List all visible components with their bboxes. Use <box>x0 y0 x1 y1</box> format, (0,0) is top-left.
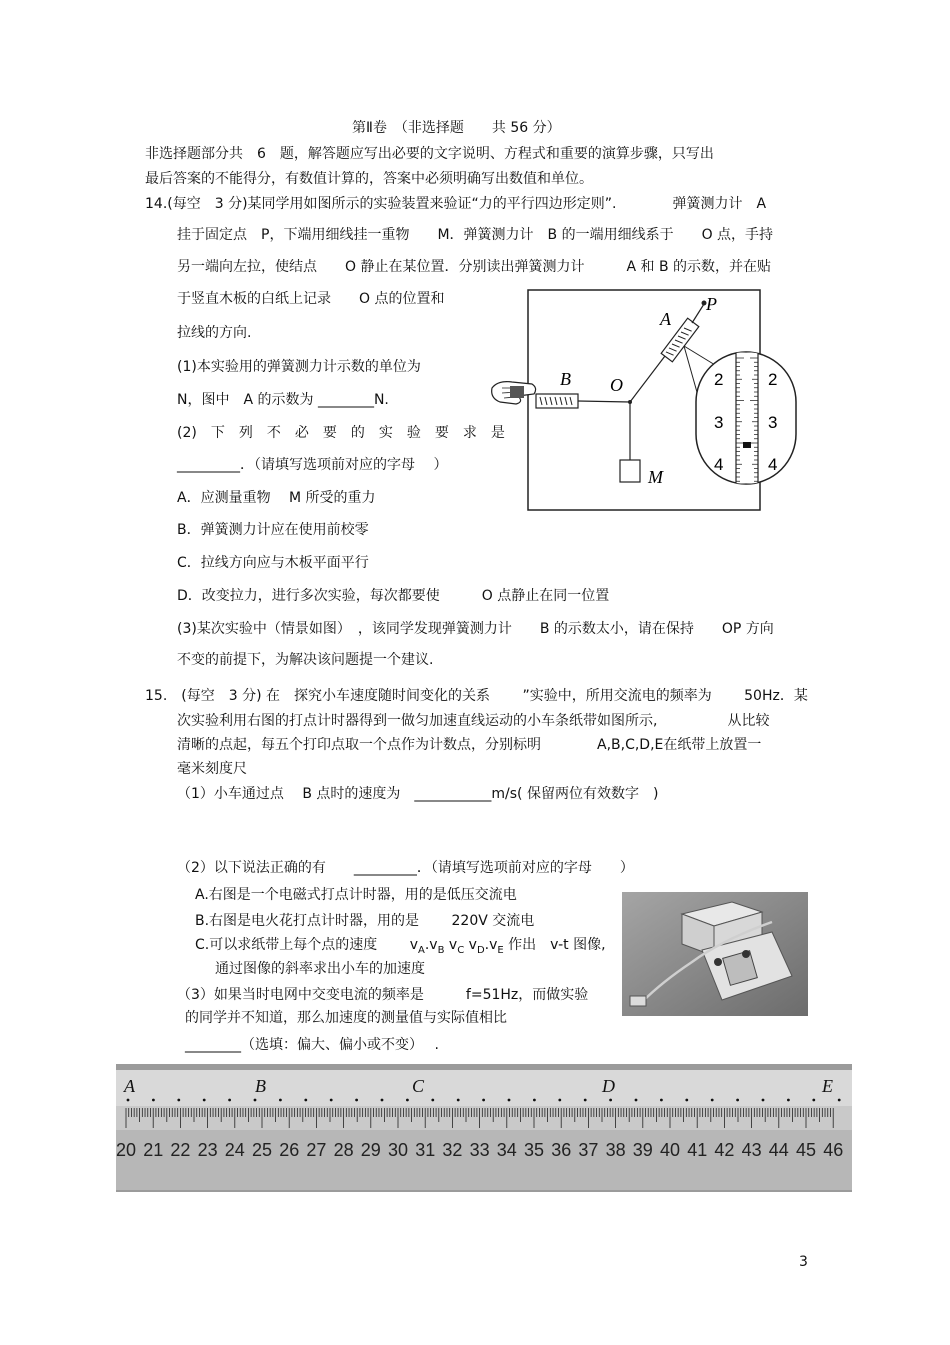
ruler-number: 41 <box>687 1140 708 1160</box>
q14-p3-line-2: 不变的前提下，为解决该问题提一个建议. <box>177 652 434 668</box>
intro-line-2: 最后答案的不能得分，有数值计算的，答案中必须明确写出数值和单位。 <box>145 171 593 187</box>
q14-p2-line-2: _________．（请填写选项前对应的字母 ） <box>177 457 448 473</box>
q14-line-5: 拉线的方向. <box>177 325 252 341</box>
tape-dot <box>152 1099 155 1102</box>
q15-option-c-line-2: 通过图像的斜率求出小车的加速度 <box>215 961 425 977</box>
tape-dot <box>685 1099 688 1102</box>
tape-dot <box>508 1099 511 1102</box>
q15-option-c: C.可以求纸带上每个点的速度 $v_A.v_B$ $v_C$ $v_D.v_E$ 作出 v-t 图像, <box>195 937 606 956</box>
tape-dot <box>635 1099 638 1102</box>
q15-p3-line-2: 的同学并不知道，那么加速度的测量值与实际值相比 <box>185 1010 507 1026</box>
ruler-number: 43 <box>741 1140 762 1160</box>
scale-left-3: 3 <box>714 413 724 432</box>
tape-dot <box>533 1099 536 1102</box>
q15-p3-line-3: ________（选填：偏大、偏小或不变） . <box>185 1037 439 1053</box>
tape-dot <box>431 1099 434 1102</box>
label-m: M <box>648 467 663 487</box>
q14-p2-line-1: (2) 下 列 不 必 要 的 实 验 要 求 是 <box>177 425 505 441</box>
q15-line-2: 次实验利用右图的打点计时器得到一做匀加速直线运动的小车条纸带如图所示, 从比较 <box>177 713 770 729</box>
q15-line-3: 清晰的点起，每五个打印点取一个点作为计数点，分别标明 A,B,C,D,E在纸带上放置一 <box>177 737 762 753</box>
q14-p1-line-1: (1)本实验用的弹簧测力计示数的单位为 <box>177 359 421 375</box>
ruler-number: 23 <box>197 1140 218 1160</box>
tape-dot <box>736 1099 739 1102</box>
tape-dot <box>279 1099 282 1102</box>
tape-point-label: A <box>124 1076 135 1096</box>
tape-point-label: D <box>602 1076 615 1096</box>
tape-dot <box>381 1099 384 1102</box>
page-number: 3 <box>799 1254 808 1270</box>
q14-option-a: A．应测量重物 M 所受的重力 <box>177 490 376 506</box>
q14-p3-line-1: (3)某次实验中（情景如图） ，该同学发现弹簧测力计 B 的示数太小，请在保持 OP 方向 <box>177 621 774 637</box>
ruler-number: 45 <box>796 1140 817 1160</box>
label-p: P <box>706 294 717 314</box>
intro-line-1: 非选择题部分共 6 题，解答题应写出必要的文字说明、方程式和重要的演算步骤，只写出 <box>145 146 714 162</box>
tape-dot <box>609 1099 612 1102</box>
section-title: 第Ⅱ卷 （非选择题 共 56 分） <box>352 120 561 136</box>
scale-left-4: 4 <box>714 455 724 474</box>
q14-line-1: 14.(每空 3 分)某同学用如图所示的实验装置来验证“力的平行四边形定则”. 弹簧测力计 A <box>145 196 767 212</box>
q14-line-4: 于竖直木板的白纸上记录 O 点的位置和 <box>177 291 445 307</box>
label-a: A <box>660 309 671 329</box>
ruler-number: 44 <box>768 1140 789 1160</box>
q14-option-b: B．弹簧测力计应在使用前校零 <box>177 522 369 538</box>
q15-line-1: 15. (每空 3 分) 在 探究小车速度随时间变化的关系 ”实验中，所用交流电的频率为 50Hz．某 <box>145 688 808 704</box>
scale-right-2: 2 <box>768 370 778 389</box>
ruler-number: 22 <box>170 1140 191 1160</box>
spark-timer-photo <box>622 892 808 1016</box>
q15-p3-line-1: （3）如果当时电网中交变电流的频率是 f=51Hz，而做实验 <box>177 987 589 1003</box>
tape-dot <box>558 1099 561 1102</box>
tape-dot <box>355 1099 358 1102</box>
tape-point-label: B <box>255 1076 266 1096</box>
q14-line-2: 挂于固定点 P，下端用细线挂一重物 M．弹簧测力计 B 的一端用细线系于 O 点，手持 <box>177 227 774 243</box>
tape-dot <box>660 1099 663 1102</box>
weight-m <box>620 460 640 482</box>
tape-dot <box>812 1099 815 1102</box>
tape-dot <box>787 1099 790 1102</box>
ruler-number: 29 <box>360 1140 381 1160</box>
ruler-number: 33 <box>469 1140 490 1160</box>
q14-option-d: D．改变拉力，进行多次实验，每次都要使 O 点静止在同一位置 <box>177 588 610 604</box>
q14-option-c: C．拉线方向应与木板平面平行 <box>177 555 369 571</box>
tape-dot <box>228 1099 231 1102</box>
tape-dot <box>711 1099 714 1102</box>
ruler-number: 21 <box>143 1140 164 1160</box>
q15-line-4: 毫米刻度尺 <box>177 761 247 777</box>
q14-p1-line-2: N，图中 A 的示数为 ________N. <box>177 392 389 408</box>
q14-line-3: 另一端向左拉，使结点 O 静止在某位置．分别读出弹簧测力计 A 和 B 的示数，并在贴 <box>177 259 771 275</box>
ruler-number: 28 <box>333 1140 354 1160</box>
tape-dot <box>330 1099 333 1102</box>
ruler-number: 31 <box>415 1140 436 1160</box>
tape-dot <box>304 1099 307 1102</box>
ruler-number: 30 <box>388 1140 409 1160</box>
ruler-number: 24 <box>224 1140 245 1160</box>
ruler-number: 32 <box>442 1140 463 1160</box>
ruler-number: 42 <box>714 1140 735 1160</box>
scale-right-3: 3 <box>768 413 778 432</box>
ruler-number: 26 <box>279 1140 300 1160</box>
tape-dot <box>177 1099 180 1102</box>
tape-dot <box>406 1099 409 1102</box>
tape-dot <box>203 1099 206 1102</box>
tape-dot <box>457 1099 460 1102</box>
scale-right-4: 4 <box>768 455 778 474</box>
ruler-number: 20 <box>116 1140 137 1160</box>
ruler-number: 27 <box>306 1140 327 1160</box>
tape-dot <box>838 1099 841 1102</box>
tape-point-label: E <box>822 1076 833 1096</box>
tape-dot <box>254 1099 257 1102</box>
ruler-number: 34 <box>496 1140 517 1160</box>
label-b: B <box>560 369 571 389</box>
ruler-number: 25 <box>252 1140 273 1160</box>
tape-ruler-photo <box>116 1064 852 1192</box>
q15-p2: （2）以下说法正确的有 _________．（请填写选项前对应的字母 ） <box>177 860 634 876</box>
ruler-number: 36 <box>551 1140 572 1160</box>
scale-left-2: 2 <box>714 370 724 389</box>
tape-dot <box>482 1099 485 1102</box>
tape-dot <box>584 1099 587 1102</box>
tape-point-label: C <box>412 1076 425 1096</box>
label-o: O <box>610 375 623 395</box>
ruler-number: 39 <box>632 1140 653 1160</box>
ruler-number: 38 <box>605 1140 626 1160</box>
ruler-number: 40 <box>660 1140 681 1160</box>
tape-dot <box>127 1099 130 1102</box>
q15-option-a: A.右图是一个电磁式打点计时器，用的是低压交流电 <box>195 887 517 903</box>
ruler-number: 37 <box>578 1140 599 1160</box>
q15-p1: （1）小车通过点 B 点时的速度为 ___________m/s( 保留两位有效数字 ) <box>177 786 659 802</box>
ruler-number: 35 <box>524 1140 545 1160</box>
tape-dot <box>762 1099 765 1102</box>
ruler-number: 46 <box>823 1140 844 1160</box>
q15-option-b: B.右图是电火花打点计时器，用的是 220V 交流电 <box>195 913 535 929</box>
spring-balance-b <box>536 394 578 408</box>
force-experiment-figure <box>488 288 800 514</box>
